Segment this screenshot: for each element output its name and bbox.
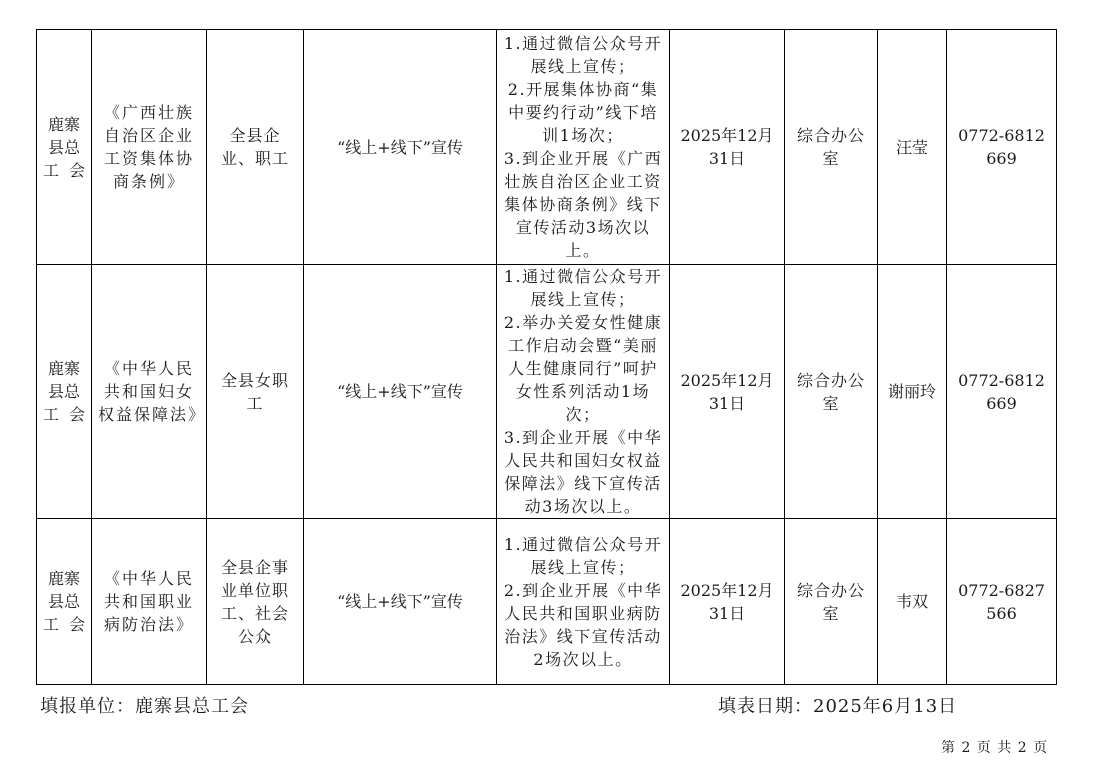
measure-item: 1.通过微信公众号开展线上宣传； (503, 267, 663, 309)
law-cell: 《中华人民共和国职业病防治法》 (92, 519, 207, 685)
measures-cell (497, 265, 670, 519)
phone-cell: 0772-6812669 (947, 30, 1057, 265)
fill-date: 填表日期：2025年6月13日 (718, 696, 958, 717)
page-number: 第 2 页 共 2 页 (941, 740, 1049, 756)
deadline-cell: 2025年12月31日 (670, 519, 785, 685)
table-row (37, 265, 1057, 519)
publicity-plan-table (36, 29, 1057, 685)
contact-cell: 韦双 (878, 519, 947, 685)
measure-item: 3.到企业开展《广西壮族自治区企业工资集体协商条例》线下宣传活动3场次以上。 (503, 149, 663, 260)
org-cell: 鹿寨县总工会 (37, 519, 92, 685)
measure-item: 1.通过微信公众号开展线上宣传； (503, 34, 663, 76)
target-cell: 全县女职工 (207, 265, 304, 519)
target-cell: 全县企事业单位职工、社会公众 (207, 519, 304, 685)
law-cell: 《广西壮族自治区企业工资集体协商条例》 (92, 30, 207, 265)
measure-item: 3.到企业开展《中华人民共和国妇女权益保障法》线下宣传活动3场次以上。 (503, 428, 663, 516)
dept-cell: 综合办公室 (785, 265, 878, 519)
contact-cell: 谢丽玲 (878, 265, 947, 519)
target-cell: 全县企业、职工 (207, 30, 304, 265)
deadline-cell: 2025年12月31日 (670, 265, 785, 519)
reporting-unit: 填报单位：鹿寨县总工会 (40, 696, 249, 717)
measures-cell (497, 30, 670, 265)
method-cell: “线上+线下”宣传 (304, 30, 497, 265)
method-cell: “线上+线下”宣传 (304, 265, 497, 519)
measure-item: 2.开展集体协商“集中要约行动”线下培训1场次； (507, 80, 659, 145)
measures-cell (497, 519, 670, 685)
dept-cell: 综合办公室 (785, 519, 878, 685)
table-row (37, 30, 1057, 265)
deadline-cell: 2025年12月31日 (670, 30, 785, 265)
phone-cell: 0772-6827566 (947, 519, 1057, 685)
contact-cell: 汪莹 (878, 30, 947, 265)
law-cell: 《中华人民共和国妇女权益保障法》 (92, 265, 207, 519)
measure-item: 1.通过微信公众号开展线上宣传； (503, 534, 663, 577)
org-cell: 鹿寨县总工会 (37, 265, 92, 519)
method-cell: “线上+线下”宣传 (304, 519, 497, 685)
dept-cell: 综合办公室 (785, 30, 878, 265)
org-cell: 鹿寨县总工会 (37, 30, 92, 265)
measure-item: 2.到企业开展《中华人民共和国职业病防治法》线下宣传活动2场次以上。 (503, 580, 663, 669)
measure-item: 2.举办关爱女性健康工作启动会暨“美丽人生健康同行”呵护女性系列活动1场次； (503, 313, 663, 424)
table-row (37, 519, 1057, 685)
phone-cell: 0772-6812669 (947, 265, 1057, 519)
